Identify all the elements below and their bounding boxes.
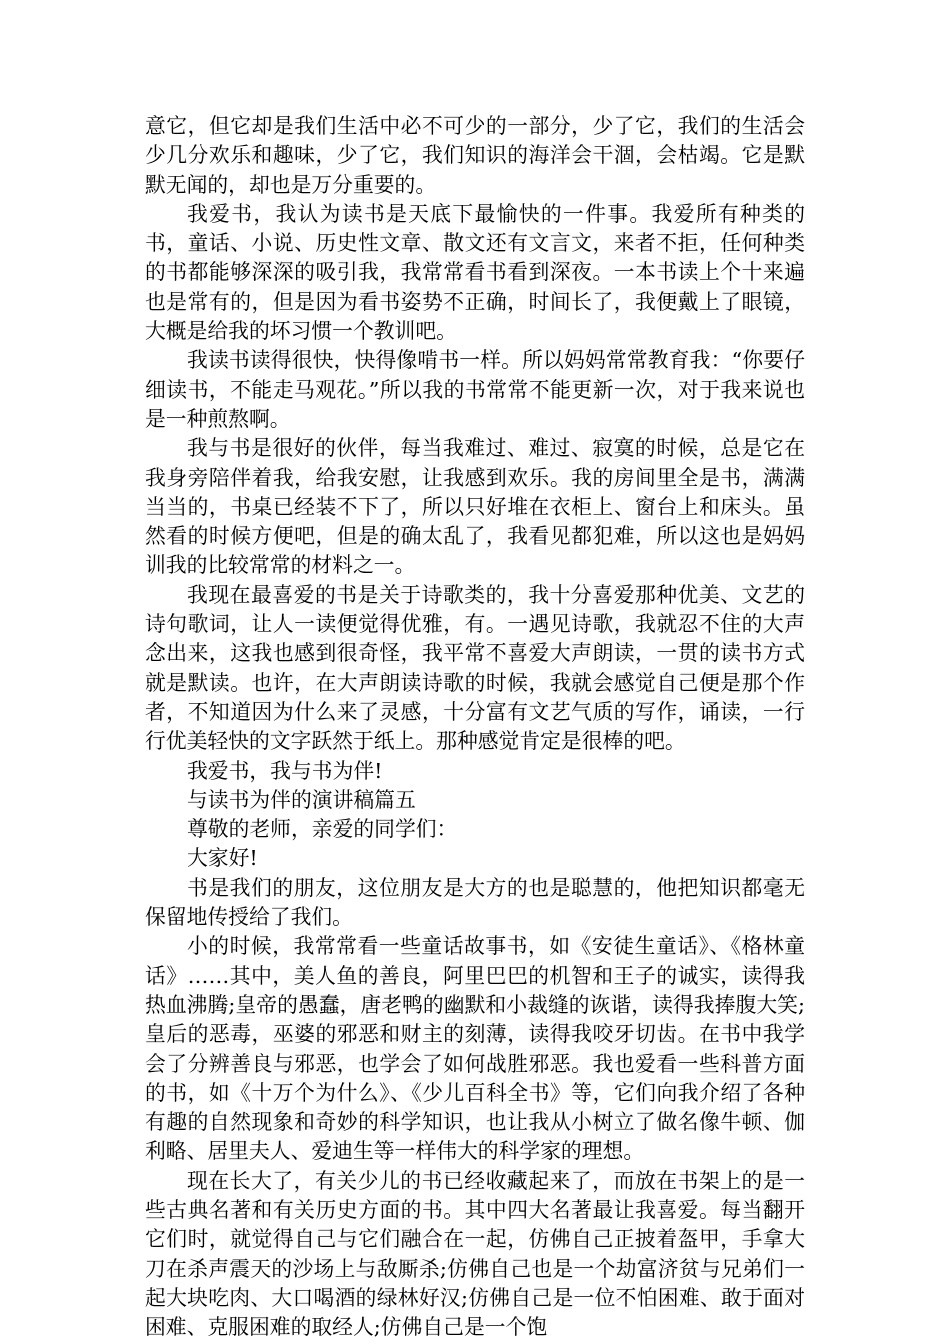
greeting: 大家好! — [187, 846, 258, 871]
paragraph-4: 我与书是很好的伙伴，每当我难过、难过、寂寞的时候，总是它在我身旁陪伴着我，给我安慰，让我感到欢乐。我的房间里全是书，满满当当的，书桌已经装不下了，所以只好堆在衣柜上、窗台上和床头。虽然看的时候方便吧，但是的确太乱了，我看见都犯难，所以这也是妈妈训我的比较常常的材料之一。 — [145, 436, 805, 578]
paragraph-5: 我现在最喜爱的书是关于诗歌类的，我十分喜爱那种优美、文艺的诗句歌词，让人一读便觉得优雅，有。一遇见诗歌，我就忍不住的大声念出来，这我也感到很奇怪，我平常不喜爱大声朗读，一贯的读书方式就是默读。也许，在大声朗读诗歌的时候，我就会感觉自己便是那个作者，不知道因为什么来了灵感，十分富有文艺气质的写作，诵读，一行行优美轻快的文字跃然于纸上。那种感觉肯定是很棒的吧。 — [145, 582, 805, 754]
paragraph-3: 我读书读得很快，快得像啃书一样。所以妈妈常常教育我：“你要仔细读书，不能走马观花。”所以我的书常常不能更新一次，对于我来说也是一种煎熬啊。 — [145, 348, 805, 431]
section-title: 与读书为伴的演讲稿篇五 — [187, 787, 416, 812]
salutation: 尊敬的老师，亲爱的同学们： — [187, 817, 458, 842]
paragraph-11: 小的时候，我常常看一些童话故事书，如《安徒生童话》、《格林童话》……其中，美人鱼的善良，阿里巴巴的机智和王子的诚实，读得我热血沸腾;皇帝的愚蠢，唐老鸭的幽默和小裁缝的诙谐，读得我捧腹大笑;皇后的恶毒，巫婆的邪恶和财主的刻薄，读得我咬牙切齿。在书中我学会了分辨善良与邪恶，也学会了如何战胜邪恶。我也爱看一些科普方面的书，如《十万个为什么》、《少儿百科全书》等，它们向我介绍了各种有趣的自然现象和奇妙的科学知识，也让我从小树立了做名像牛顿、伽利略、居里夫人、爱迪生等一样伟大的科学家的理想。 — [145, 934, 805, 1164]
paragraph-10: 书是我们的朋友，这位朋友是大方的也是聪慧的，他把知识都毫无保留地传授给了我们。 — [145, 875, 805, 930]
paragraph-12: 现在长大了，有关少儿的书已经收藏起来了，而放在书架上的是一些古典名著和有关历史方面的书。其中四大名著最让我喜爱。每当翻开它们时，就觉得自己与它们融合在一起，仿佛自己正披着盔甲，手拿大刀在杀声震天的沙场上与敌厮杀;仿佛自己也是一个劫富济贫与兄弟们一起大块吃肉、大口喝酒的绿林好汉;仿佛自己是一位不怕困难、敢于面对困难、克服困难的取经人;仿佛自己是一个饱 — [145, 1168, 805, 1340]
paragraph-2: 我爱书，我认为读书是天底下最愉快的一件事。我爱所有种类的书，童话、小说、历史性文章、散文还有文言文，来者不拒，任何种类的书都能够深深的吸引我，我常常看书看到深夜。一本书读上个十来遍也是常有的，但是因为看书姿势不正确，时间长了，我便戴上了眼镜，大概是给我的坏习惯一个教训吧。 — [145, 201, 805, 344]
document-page — [145, 112, 805, 1342]
paragraph-6: 我爱书，我与书为伴! — [187, 758, 383, 783]
paragraph-1: 意它，但它却是我们生活中必不可少的一部分，少了它，我们的生活会少几分欢乐和趣味，少了它，我们知识的海洋会干涸，会枯竭。它是默默无闻的，却也是万分重要的。 — [145, 114, 805, 197]
